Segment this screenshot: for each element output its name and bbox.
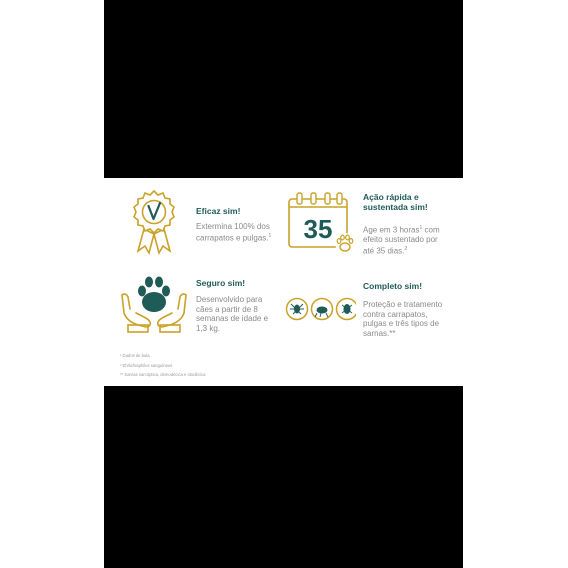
parasites-icon xyxy=(284,296,356,322)
footnote: ² Ehrlichiaphilus sanguíneus xyxy=(120,363,173,368)
feature-title-acao-rapida xyxy=(363,192,428,212)
footnote-ref: 2 xyxy=(404,245,408,252)
desc-line: contra carrapatos, xyxy=(363,309,428,319)
desc-line: Age em 3 horas xyxy=(363,225,420,235)
desc-line: 1,3 kg. xyxy=(196,323,221,333)
feature-desc-completo xyxy=(363,300,442,338)
footnote: ¹ Dados de bula xyxy=(120,353,150,358)
footnote-ref: 1 xyxy=(268,232,272,239)
title-line: Ação rápida e xyxy=(363,192,419,202)
feature-desc-seguro xyxy=(196,295,268,333)
black-bar-bottom xyxy=(104,386,463,568)
desc-line: Extermina 100% dos xyxy=(196,222,270,231)
desc-line: até 35 dias. xyxy=(363,246,405,256)
hands-paw-icon xyxy=(118,273,190,335)
feature-panel xyxy=(104,178,463,386)
footnote: ** Sarnas sarcóptica, demodécica e otodécica xyxy=(120,372,206,377)
feature-desc-acao-rapida xyxy=(363,224,440,256)
feature-title-seguro: Seguro sim! xyxy=(196,278,246,288)
calendar-paw-icon xyxy=(287,191,355,253)
desc-line: semanas de idade e xyxy=(196,314,269,323)
desc-line: Proteção e tratamento xyxy=(363,300,443,309)
desc-line: sarnas.** xyxy=(363,328,396,338)
title-line: sustentada sim! xyxy=(363,202,428,212)
feature-desc-eficaz xyxy=(196,222,271,243)
desc-line: com xyxy=(422,225,440,235)
desc-line: cães a partir de 8 xyxy=(196,304,258,314)
desc-line: pulgas e três tipos de xyxy=(363,319,440,328)
desc-line: carrapatos e pulgas. xyxy=(196,233,269,243)
footnote-ref: 1 xyxy=(419,225,423,231)
feature-title-completo: Completo sim! xyxy=(363,281,423,291)
desc-line: efeito sustentado por xyxy=(363,235,438,245)
desc-line: Desenvolvido para xyxy=(196,295,263,304)
calendar-number: 35 xyxy=(303,214,333,244)
feature-title-eficaz: Eficaz sim! xyxy=(196,206,241,216)
black-bar-top xyxy=(104,0,463,178)
ribbon-checkmark-icon xyxy=(130,189,178,255)
